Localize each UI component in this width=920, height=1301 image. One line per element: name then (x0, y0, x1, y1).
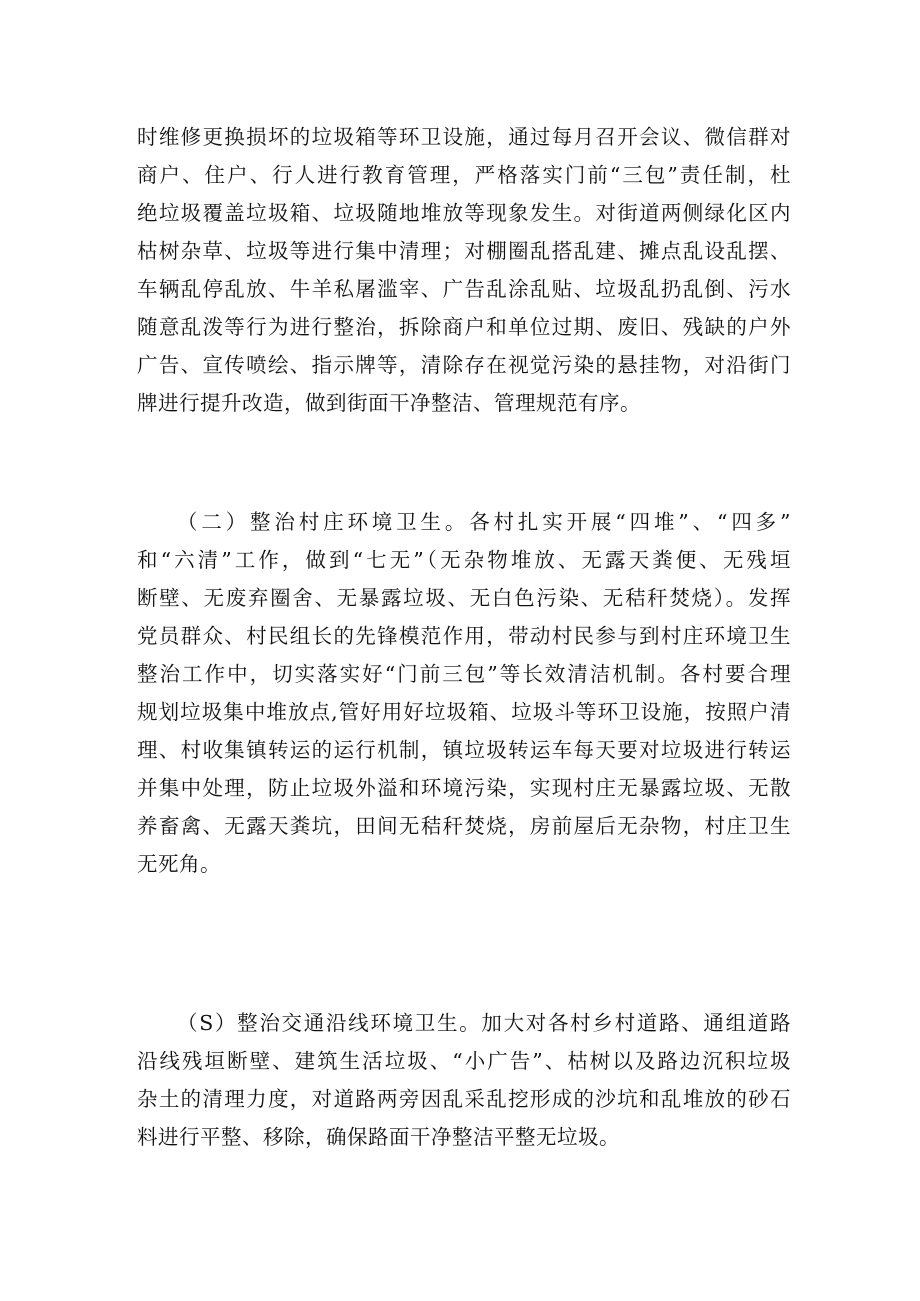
text-line: （二）整治村庄环境卫生。各村扎实开展“四堆”、“四多” (177, 510, 791, 534)
text-line: 沿线残垣断壁、建筑生活垃圾、“小广告”、枯树以及路边沉积垃圾 (137, 1049, 791, 1073)
text-line: 整治工作中，切实落实好“门前三包”等长效清洁机制。各村要合理 (137, 662, 791, 686)
text-line: 牌进行提升改造，做到街面干净整洁、管理规范有序。 (137, 391, 641, 415)
text-line: 杂土的清理力度，对道路两旁因乱采乱挖形成的沙坑和乱堆放的砂石 (137, 1087, 791, 1111)
text-line: 车辆乱停乱放、牛羊私屠滥宰、广告乱涂乱贴、垃圾乱扔乱倒、污水 (137, 277, 791, 301)
text-line: 和“六清”工作，做到“七无”（无杂物堆放、无露天粪便、无残垣 (137, 548, 791, 572)
text-line: 无死角。 (137, 852, 221, 876)
paragraph-road-sanitation (137, 1004, 791, 1156)
text-line: （S）整治交通沿线环境卫生。加大对各村乡村道路、通组道路 (177, 1011, 791, 1035)
text-line: 料进行平整、移除，确保路面干净整洁平整无垃圾。 (137, 1125, 620, 1149)
text-line: 养畜禽、无露天粪坑，田间无秸秆焚烧，房前屋后无杂物，村庄卫生 (137, 814, 791, 838)
text-line: 随意乱泼等行为进行整治，拆除商户和单位过期、废旧、残缺的户外 (137, 315, 791, 339)
text-line: 枯树杂草、垃圾等进行集中清理；对棚圈乱搭乱建、摊点乱设乱摆、 (137, 239, 791, 263)
text-line: 并集中处理，防止垃圾外溢和环境污染，实现村庄无暴露垃圾、无散 (137, 776, 791, 800)
text-line: 时维修更换损坏的垃圾箱等环卫设施，通过每月召开会议、微信群对 (137, 125, 791, 149)
text-line: 理、村收集镇转运的运行机制，镇垃圾转运车每天要对垃圾进行转运 (137, 738, 791, 762)
text-line: 断壁、无废弃圈舍、无暴露垃圾、无白色污染、无秸秆焚烧）。发挥 (137, 586, 791, 610)
text-line: 党员群众、村民组长的先锋模范作用，带动村民参与到村庄环境卫生 (137, 624, 791, 648)
paragraph-street-sanitation (137, 118, 791, 422)
text-line: 商户、住户、行人进行教育管理，严格落实门前“三包”责任制，杜 (137, 163, 791, 187)
text-line: 规划垃圾集中堆放点,管好用好垃圾箱、垃圾斗等环卫设施，按照户清 (137, 700, 791, 724)
paragraph-village-sanitation (137, 503, 791, 883)
text-line: 广告、宣传喷绘、指示牌等，清除存在视觉污染的悬挂物，对沿街门 (137, 353, 791, 377)
text-line: 绝垃圾覆盖垃圾箱、垃圾随地堆放等现象发生。对街道两侧绿化区内 (137, 201, 791, 225)
